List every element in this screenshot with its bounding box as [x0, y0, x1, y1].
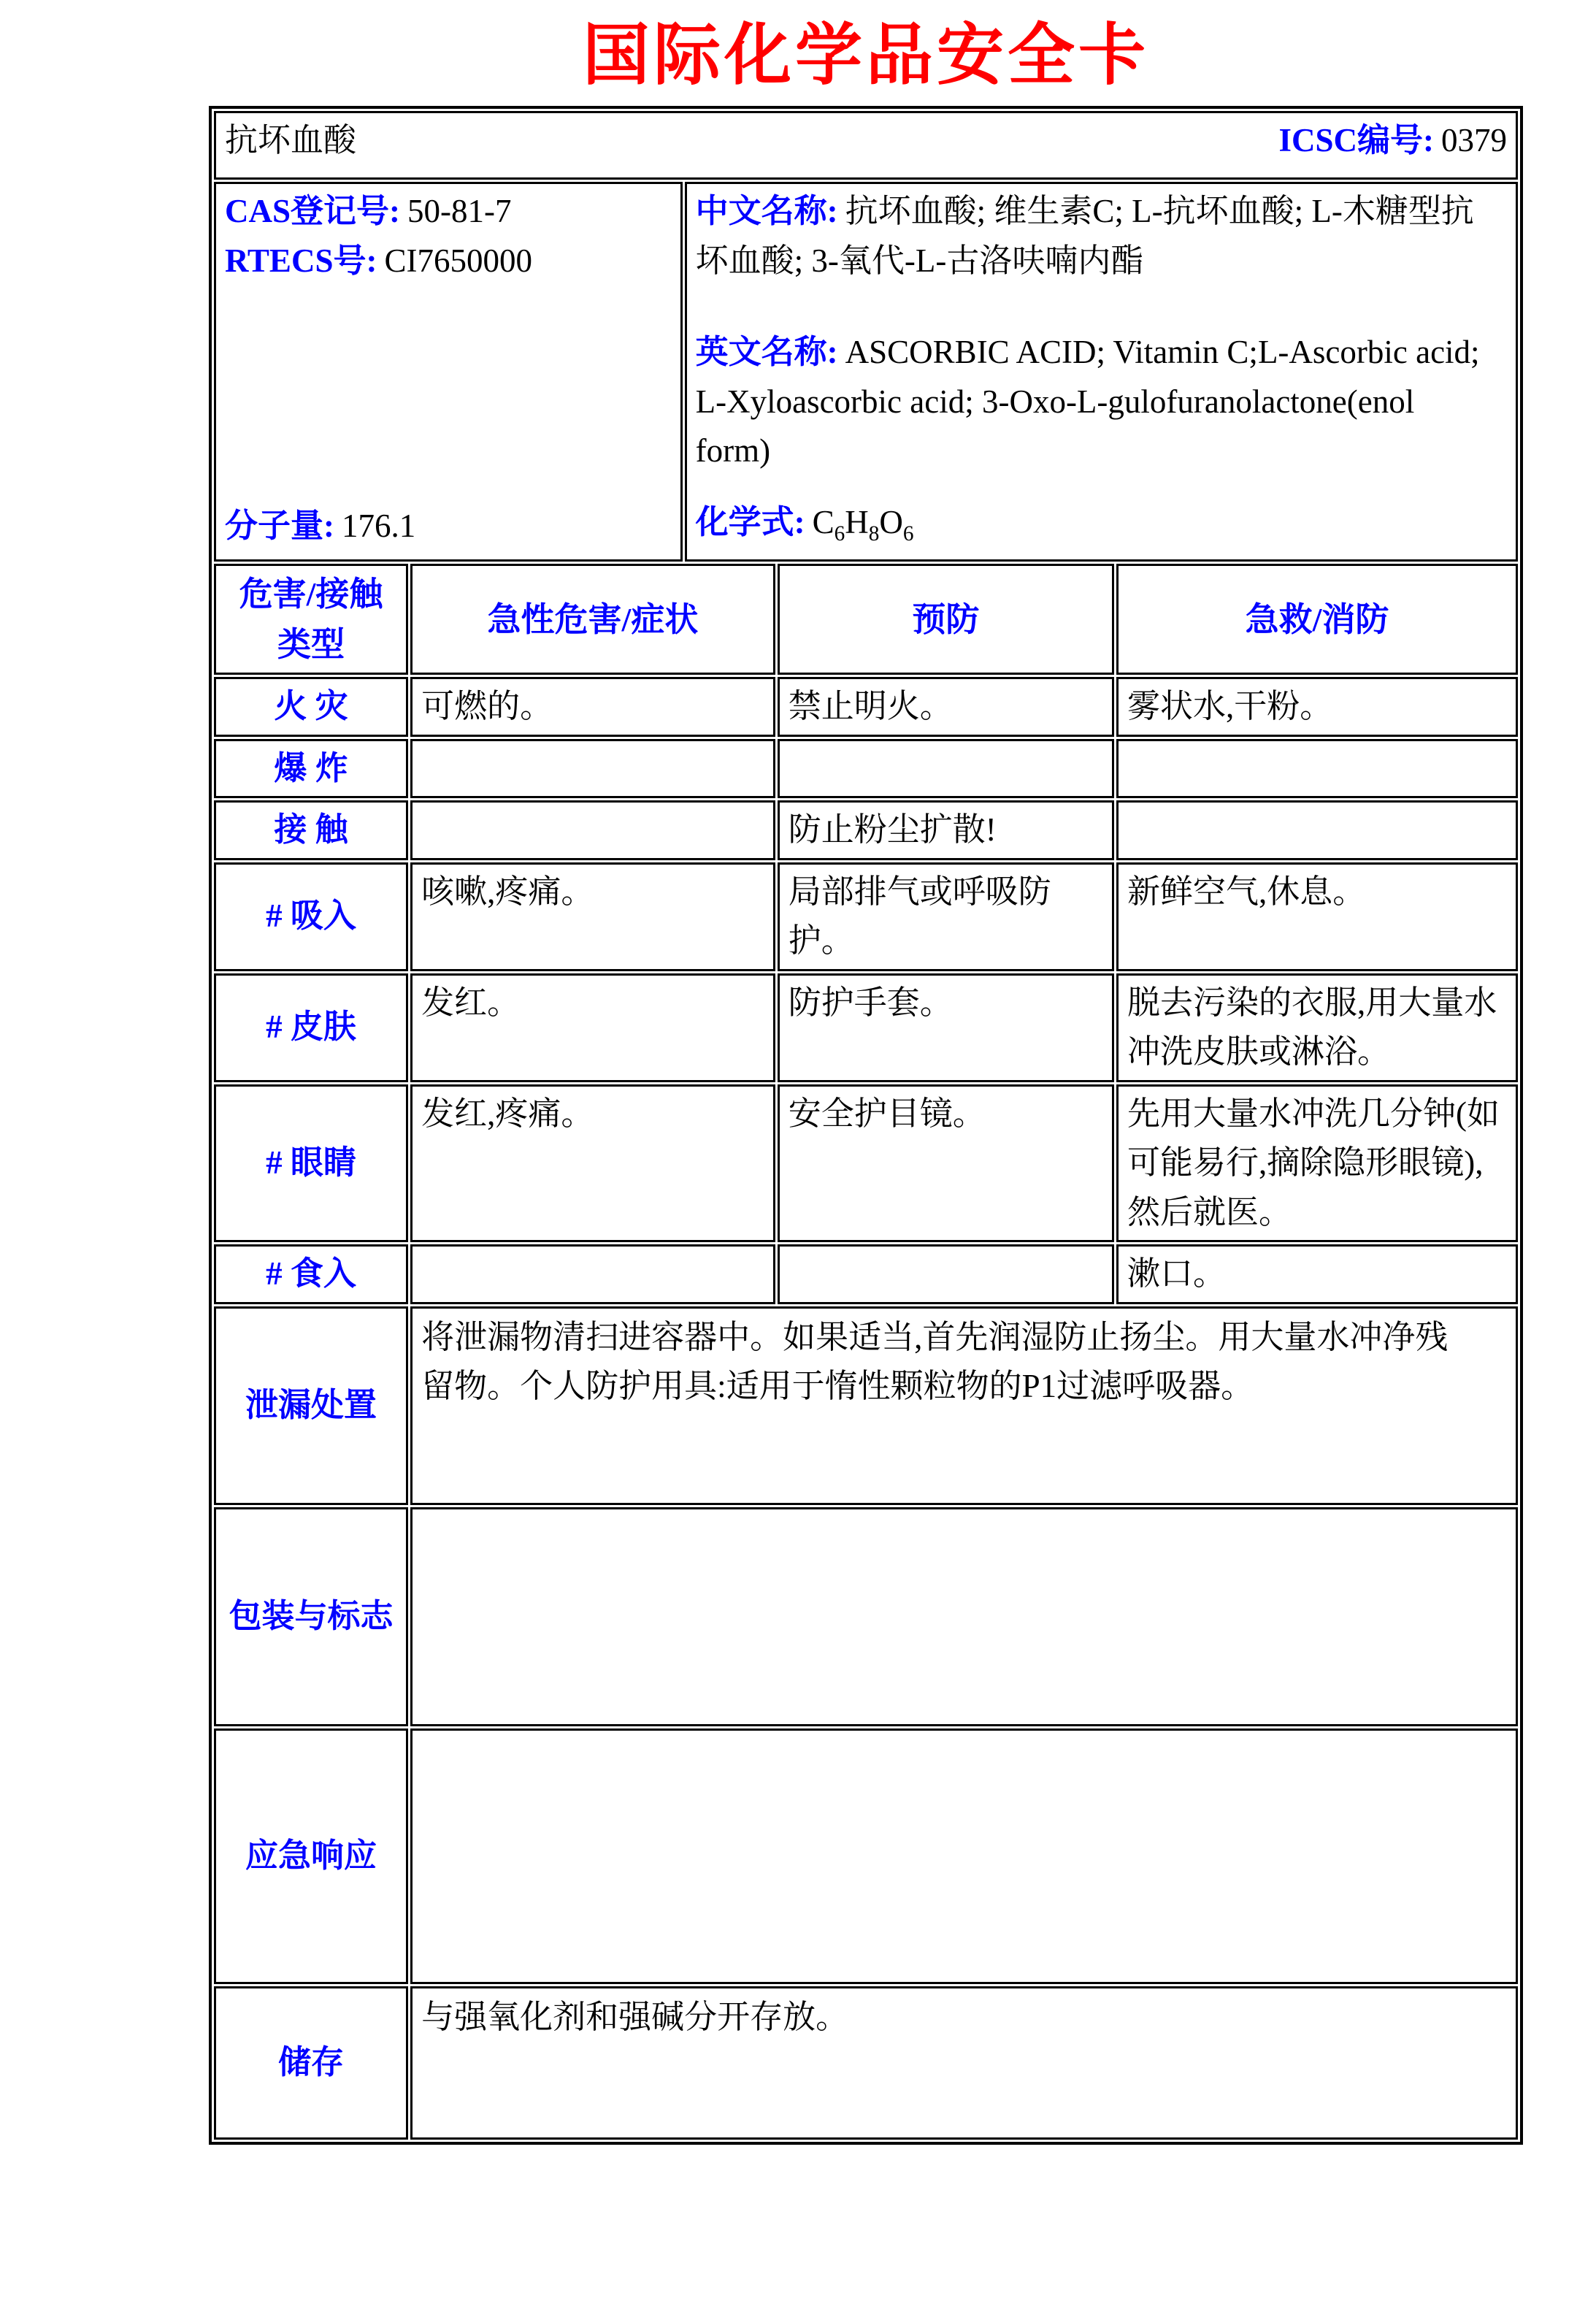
inhalation-row-label: # 吸入 — [214, 862, 408, 971]
column-header-hazard-type: 危害/接触 类型 — [214, 564, 408, 675]
spillage-disposal-label: 泄漏处置 — [214, 1306, 408, 1505]
explosion-prevention-cell — [778, 739, 1114, 799]
emergency-response-label: 应急响应 — [214, 1728, 408, 1984]
ingestion-row — [214, 1244, 1518, 1304]
skin-aid-cell: 脱去污染的衣服,用大量水冲洗皮肤或淋浴。 — [1116, 973, 1518, 1082]
icsc-label: ICSC编号: — [1278, 122, 1434, 159]
molecular-weight-value: 176.1 — [342, 507, 416, 544]
chemical-names-cell — [685, 182, 1518, 562]
eyes-row — [214, 1084, 1518, 1243]
eyes-row-label: # 眼睛 — [214, 1084, 408, 1243]
explosion-row-label: 爆 炸 — [214, 739, 408, 799]
skin-prevention-cell: 防护手套。 — [778, 973, 1114, 1082]
inhalation-symptoms-cell: 咳嗽,疼痛。 — [410, 862, 775, 971]
substance-name: 抗坏血酸 — [225, 122, 357, 159]
chemical-formula-label: 化学式: — [695, 504, 805, 541]
packaging-labelling-row — [214, 1507, 1518, 1726]
eyes-aid-cell: 先用大量水冲洗几分钟(如可能易行,摘除隐形眼镜),然后就医。 — [1116, 1084, 1518, 1243]
column-header-acute-hazards: 急性危害/症状 — [410, 564, 775, 675]
chinese-name-label: 中文名称: — [695, 193, 838, 230]
column-header-first-aid: 急救/消防 — [1116, 564, 1518, 675]
eyes-prevention-cell: 安全护目镜。 — [778, 1084, 1114, 1243]
ingestion-symptoms-cell — [410, 1244, 775, 1304]
chinese-name-paragraph — [696, 187, 1497, 286]
column-header-prevention: 预防 — [778, 564, 1114, 675]
explosion-aid-cell — [1116, 739, 1518, 799]
fire-aid-cell: 雾状水,干粉。 — [1116, 677, 1518, 737]
molecular-weight-label: 分子量: — [225, 507, 334, 544]
explosion-symptoms-cell — [410, 739, 775, 799]
packaging-labelling-content — [410, 1507, 1518, 1726]
english-name-paragraph — [696, 328, 1497, 476]
rtecs-label: RTECS号: — [225, 242, 377, 279]
eyes-symptoms-cell: 发红,疼痛。 — [410, 1084, 775, 1243]
storage-content: 与强氧化剂和强碱分开存放。 — [410, 1986, 1518, 2140]
icsc-number: 0379 — [1441, 122, 1507, 159]
rtecs-value: CI7650000 — [384, 242, 532, 279]
storage-row — [214, 1986, 1518, 2140]
explosion-row — [214, 739, 1518, 799]
contact-symptoms-cell — [410, 800, 775, 860]
cas-value: 50-81-7 — [407, 193, 512, 230]
storage-label: 储存 — [214, 1986, 408, 2140]
safety-card-table — [212, 109, 1520, 2142]
ingestion-aid-cell: 漱口。 — [1116, 1244, 1518, 1304]
hazard-table-header-row — [214, 564, 1518, 675]
contact-row — [214, 800, 1518, 860]
substance-header-row — [214, 111, 1518, 180]
emergency-response-row — [214, 1728, 1518, 1984]
registry-numbers-cell — [214, 182, 683, 562]
chemical-formula-line — [696, 498, 914, 551]
chemical-formula-value: $C_6H_8O_6$ — [812, 504, 914, 546]
substance-header-cell — [214, 111, 1518, 180]
fire-prevention-cell: 禁止明火。 — [778, 677, 1114, 737]
packaging-labelling-label: 包装与标志 — [214, 1507, 408, 1726]
molecular-weight-line — [225, 502, 415, 551]
contact-prevention-cell: 防止粉尘扩散! — [778, 800, 1114, 860]
cas-label: CAS登记号: — [225, 193, 401, 230]
english-name-label: 英文名称: — [695, 334, 838, 371]
spillage-disposal-content: 将泄漏物清扫进容器中。如果适当,首先润湿防止扬尘。用大量水冲净残留物。个人防护用具:适用于惰性颗粒物的P1过滤呼吸器。 — [410, 1306, 1518, 1505]
page-title: 国际化学品安全卡 — [582, 18, 1149, 93]
ingestion-prevention-cell — [778, 1244, 1114, 1304]
inhalation-aid-cell: 新鲜空气,休息。 — [1116, 862, 1518, 971]
inhalation-row — [214, 862, 1518, 971]
rtecs-number-line — [225, 237, 672, 286]
chinese-name-value: 抗坏血酸; 维生素C; L-抗坏血酸; L-木糖型抗坏血酸; 3-氧代-L-古洛呋喃内酯 — [695, 193, 1474, 279]
emergency-response-content — [410, 1728, 1518, 1984]
english-name-value: ASCORBIC ACID; Vitamin C;L-Ascorbic acid; L-Xyloascorbic acid; 3-Oxo-L-gulofuranolactone(enol form) — [695, 334, 1480, 470]
fire-symptoms-cell: 可燃的。 — [410, 677, 775, 737]
fire-row — [214, 677, 1518, 737]
ingestion-row-label: # 食入 — [214, 1244, 408, 1304]
inhalation-prevention-cell: 局部排气或呼吸防护。 — [778, 862, 1114, 971]
cas-number-line — [225, 187, 672, 237]
skin-row — [214, 973, 1518, 1082]
safety-card — [209, 106, 1523, 2145]
icsc-number-group — [1278, 116, 1507, 166]
identification-row — [214, 182, 1518, 562]
skin-symptoms-cell: 发红。 — [410, 973, 775, 1082]
skin-row-label: # 皮肤 — [214, 973, 408, 1082]
fire-row-label: 火 灾 — [214, 677, 408, 737]
contact-row-label: 接 触 — [214, 800, 408, 860]
spillage-disposal-row — [214, 1306, 1518, 1505]
contact-aid-cell — [1116, 800, 1518, 860]
